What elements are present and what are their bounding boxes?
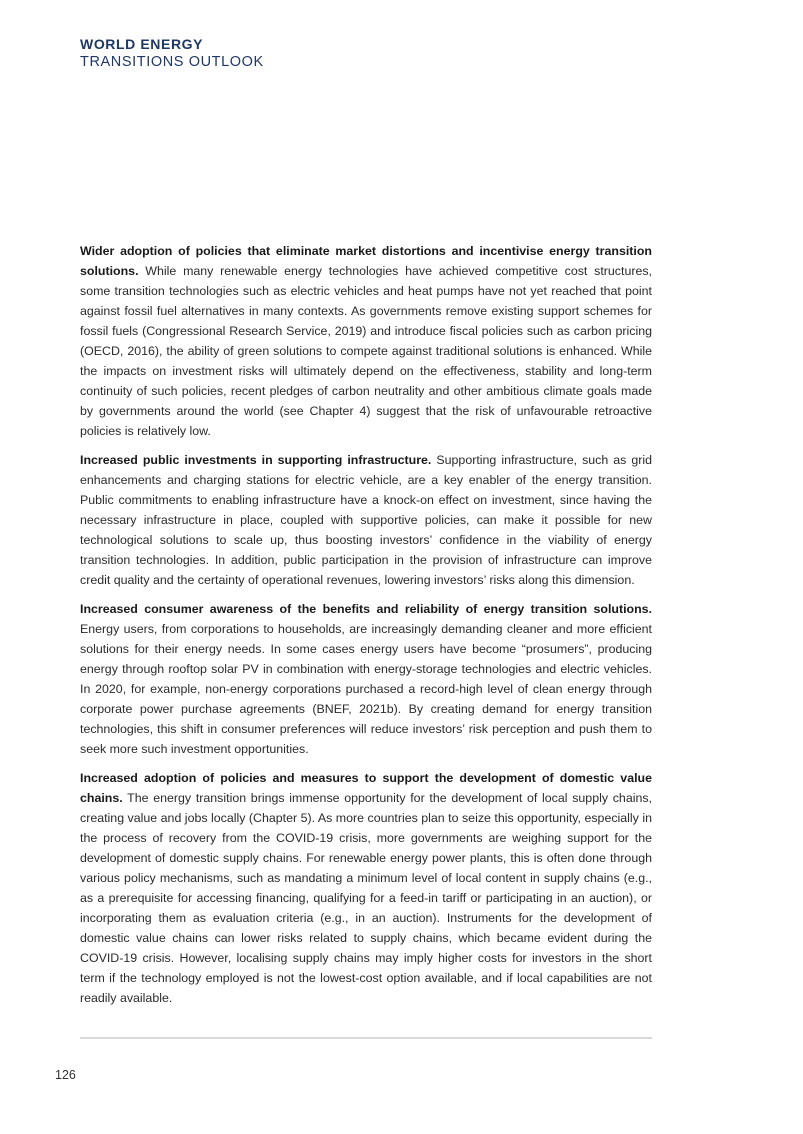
paragraph-public-infrastructure <box>80 450 652 590</box>
footer-divider <box>80 1037 652 1039</box>
page-number: 126 <box>55 1068 76 1082</box>
paragraph-body: While many renewable energy technologies have achieved competitive cost structures, some transition technologies such as electric vehicles and heat pumps have not yet reached that point against fossil fuel alternatives in many contexts. As governments remove existing support schemes for fossil fuels (Congressional Research Service, 2019) and introduce fiscal policies such as carbon pricing (OECD, 2016), the ability of green solutions to compete against traditional solutions is enhanced. While the impacts on investment risks will ultimately depend on the effectiveness, stability and long-term continuity of such policies, recent pledges of carbon neutrality and other ambitious climate goals made by governments around the world (see Chapter 4) suggest that the risk of unfavourable retroactive policies is relatively low. <box>80 264 652 438</box>
paragraph-lead: Increased public investments in supporting infrastructure. <box>80 453 432 467</box>
paragraph-lead: Increased consumer awareness of the benefits and reliability of energy transition solutions. <box>80 602 652 616</box>
paragraph-policies-market-distortions <box>80 241 652 441</box>
paragraph-domestic-value-chains <box>80 768 652 1008</box>
paragraph-body: Supporting infrastructure, such as grid enhancements and charging stations for electric vehicle, are a key enabler of the energy transition. Public commitments to enabling infrastructure have a knock-on effect on investment, since having the necessary infrastructure in place, coupled with supportive policies, can make it possible for new technological solutions to scale up, thus boosting investors’ confidence in the viability of energy transition technologies. In addition, public participation in the provision of infrastructure can improve credit quality and the certainty of operational revenues, lowering investors’ risks along this dimension. <box>80 453 652 587</box>
body-text <box>80 241 652 1017</box>
running-header <box>80 35 264 71</box>
paragraph-body: Energy users, from corporations to households, are increasingly demanding cleaner and more efficient solutions for their energy needs. In some cases energy users have become “prosumers”, producing energy through rooftop solar PV in combination with energy-storage technologies and electric vehicles. In 2020, for example, non-energy corporations purchased a record-high level of clean energy through corporate power purchase agreements (BNEF, 2021b). By creating demand for energy transition technologies, this shift in consumer preferences will reduce investors’ risk perception and push them to seek more such investment opportunities. <box>80 622 652 756</box>
publication-subtitle: TRANSITIONS OUTLOOK <box>80 54 264 70</box>
paragraph-consumer-awareness <box>80 599 652 759</box>
paragraph-lead: Increased adoption of policies and measures to support the development of domestic value chains. <box>80 771 652 805</box>
publication-title: WORLD ENERGY <box>80 36 204 52</box>
paragraph-lead: Wider adoption of policies that eliminate market distortions and incentivise energy transition solutions. <box>80 244 652 278</box>
paragraph-body: The energy transition brings immense opportunity for the development of local supply chains, creating value and jobs locally (Chapter 5). As more countries plan to seize this opportunity, especially in the process of recovery from the COVID-19 crisis, more governments are weighing support for the development of domestic supply chains. For renewable energy power plants, this is often done through various policy mechanisms, such as mandating a minimum level of local content in supply chains (e.g., as a prerequisite for accessing financing, qualifying for a feed-in tariff or participating in an auction), or incorporating them as evaluation criteria (e.g., in an auction). Instruments for the development of domestic value chains can lower risks related to supply chains, which became evident during the COVID-19 crisis. However, localising supply chains may imply higher costs for investors in the short term if the technology employed is not the lowest-cost option available, and if local capabilities are not readily available. <box>80 791 652 1005</box>
